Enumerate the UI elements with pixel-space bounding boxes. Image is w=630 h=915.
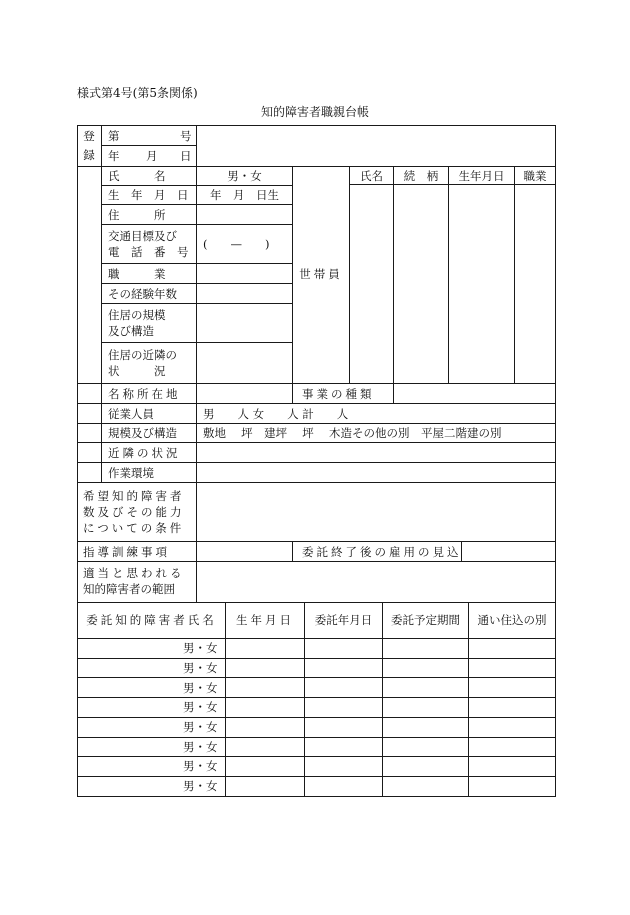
household-label: 世帯員 xyxy=(299,267,343,281)
location-label: 名称所在地 xyxy=(108,387,181,401)
employees-label: 従業人員 xyxy=(108,407,154,421)
entrusted-row-sex: 男・女 xyxy=(183,740,218,754)
entrusted-col-date: 委託年月日 xyxy=(314,613,373,627)
entrusted-row-sex: 男・女 xyxy=(183,681,218,695)
desired-label-2: 数及びその能力 xyxy=(83,505,185,519)
transport-label-1: 交通目標及び xyxy=(108,229,177,243)
entrusted-col-birth: 生年月日 xyxy=(236,613,294,627)
desired-label-1: 希望知的障害者 xyxy=(83,489,185,503)
number-label-a: 第 xyxy=(108,129,120,143)
range-label-1: 適当と思われる xyxy=(83,566,185,580)
transport-label-2: 電 話 番 号 xyxy=(108,245,189,259)
environment-label: 作業環境 xyxy=(108,466,154,480)
date-month-label: 月 xyxy=(146,149,158,163)
household-col-name: 氏名 xyxy=(360,169,383,183)
household-col-relation: 続 柄 xyxy=(403,169,439,183)
date-year-label: 年 xyxy=(108,149,120,163)
experience-label: その経験年数 xyxy=(108,287,177,301)
household-col-job: 職業 xyxy=(523,169,547,183)
name-label: 氏 名 xyxy=(108,169,166,183)
sex-value: 男・女 xyxy=(227,169,262,183)
neighborhood-label-2: 状 況 xyxy=(108,364,166,378)
date-day-label: 日 xyxy=(180,149,192,163)
scale-label: 規模及び構造 xyxy=(108,426,177,440)
entrusted-row-sex: 男・女 xyxy=(183,700,218,714)
business-type-label: 事業の種類 xyxy=(302,387,375,401)
housing-label-1: 住居の規模 xyxy=(108,308,166,322)
address-label: 住 所 xyxy=(108,208,166,222)
housing-label-2: 及び構造 xyxy=(108,324,154,338)
form-number: 様式第4号(第5条関係) xyxy=(77,86,198,100)
entrusted-row-sex: 男・女 xyxy=(183,759,218,773)
phone-value: ( — ) xyxy=(203,237,270,251)
household-col-birth: 生年月日 xyxy=(458,169,505,183)
entrusted-row-sex: 男・女 xyxy=(183,661,218,675)
entrusted-col-period: 委託予定期間 xyxy=(391,613,460,627)
employees-value: 男 人 女 人 計 人 xyxy=(203,407,349,421)
entrusted-col-type: 通い住込の別 xyxy=(477,613,547,627)
employment-label: 委託終了後の雇用の見込 xyxy=(302,545,462,559)
document-title: 知的障害者職親台帳 xyxy=(260,105,369,119)
job-label: 職 業 xyxy=(108,267,166,281)
birth-label: 生 年 月 日 xyxy=(108,188,189,202)
neighborhood-label-1: 住居の近隣の xyxy=(108,348,177,362)
registration-side-label-1: 登 xyxy=(83,129,95,143)
guidance-label: 指導訓練事項 xyxy=(83,545,170,559)
birth-value: 年 月 日生 xyxy=(210,188,279,202)
range-label-2: 知的障害者の範囲 xyxy=(83,582,175,596)
scale-value: 敷地 坪 建坪 坪 木造その他の別 平屋二階建の別 xyxy=(203,426,502,440)
entrusted-row-sex: 男・女 xyxy=(183,720,218,734)
entrusted-row-sex: 男・女 xyxy=(183,641,218,655)
registration-side-label-2: 録 xyxy=(83,148,95,162)
surroundings-label: 近隣の状況 xyxy=(108,446,181,460)
entrusted-row-sex: 男・女 xyxy=(183,779,218,793)
entrusted-col-name: 委託知的障害者氏名 xyxy=(86,613,217,627)
desired-label-3: についての条件 xyxy=(83,521,185,535)
number-label-b: 号 xyxy=(180,129,192,143)
